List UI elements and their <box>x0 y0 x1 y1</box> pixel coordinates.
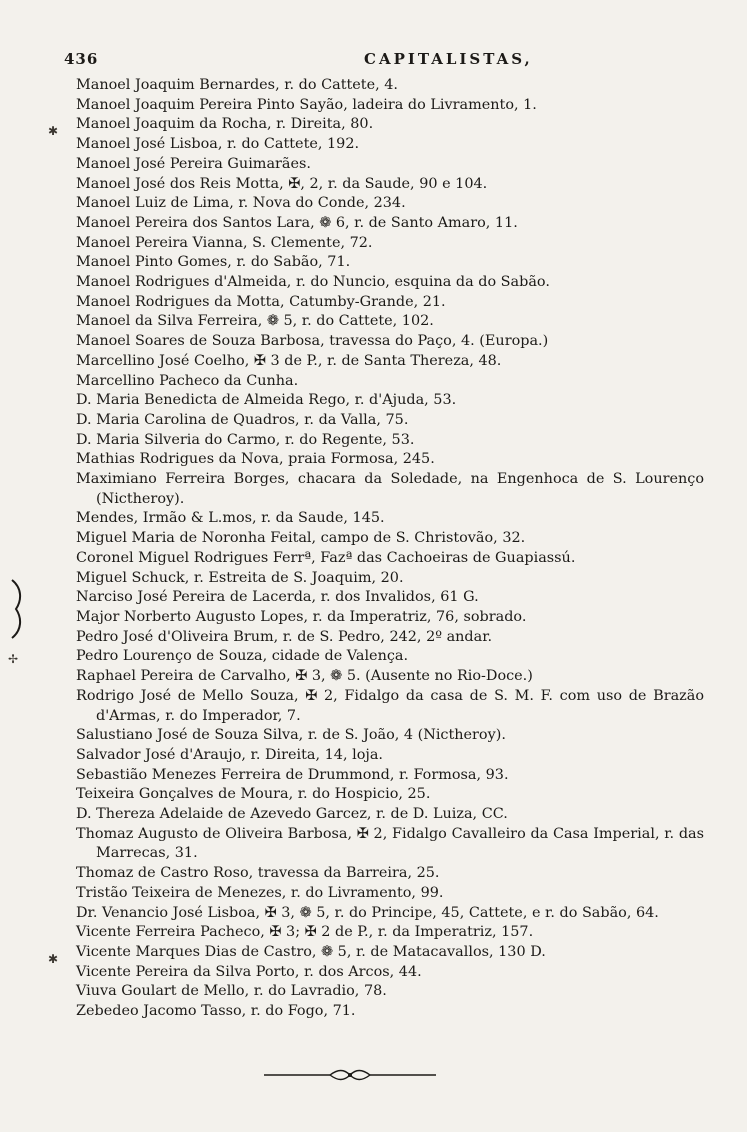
list-item: D. Maria Silveria do Carmo, r. do Regente, 53. <box>76 431 415 448</box>
list-item: Vicente Marques Dias de Castro, ❁ 5, r. de Matacavallos, 130 D. <box>76 943 546 960</box>
page-number: 436 <box>64 50 99 68</box>
list-item: Viuva Goulart de Mello, r. do Lavradio, 78. <box>76 983 387 1000</box>
list-item: Dr. Venancio José Lisboa, ✠ 3, ❁ 5, r. do Principe, 45, Cattete, e r. do Sabão, 64. <box>76 904 659 921</box>
list-item: Manoel Joaquim Bernardes, r. do Cattete, 4. <box>76 77 398 93</box>
list-item: Manoel José Pereira Guimarães. <box>76 155 311 172</box>
list-item: Marcellino José Coelho, ✠ 3 de P., r. de Santa Thereza, 48. <box>76 352 502 369</box>
list-item: Manoel da Silva Ferreira, ❁ 5, r. do Cattete, 102. <box>76 313 434 330</box>
list-item: Manoel Joaquim da Rocha, r. Direita, 80. <box>76 116 374 133</box>
directory-entries <box>76 76 704 1022</box>
list-item: Salvador José d'Araujo, r. Direita, 14, loja. <box>76 746 383 763</box>
list-item: Manoel Pereira Vianna, S. Clemente, 72. <box>76 234 373 251</box>
list-item: Manoel Pereira dos Santos Lara, ❁ 6, r. de Santo Amaro, 11. <box>76 214 518 231</box>
list-item: Manoel Soares de Souza Barbosa, travessa do Paço, 4. (Europa.) <box>76 333 549 350</box>
list-item: Mathias Rodrigues da Nova, praia Formosa, 245. <box>76 451 435 468</box>
tail-ornament-icon <box>260 1068 440 1082</box>
list-item: Sebastião Menezes Ferreira de Drummond, r. Formosa, 93. <box>76 766 509 783</box>
list-item: Major Norberto Augusto Lopes, r. da Imperatriz, 76, sobrado. <box>76 608 527 625</box>
margin-cross-mark: ✢ <box>8 652 19 666</box>
list-item: Pedro José d'Oliveira Brum, r. de S. Pedro, 242, 2º andar. <box>76 628 493 645</box>
list-item: Rodrigo José de Mello Souza, ✠ 2, Fidalgo da casa de S. M. F. com uso de Brazão d'Armas, r. do Imperador, 7. <box>76 687 704 724</box>
list-item: Maximiano Ferreira Borges, chacara da Soledade, na Engenhoca de S. Lourenço (Nictheroy). <box>76 471 704 507</box>
list-item: Miguel Maria de Noronha Feital, campo de S. Christovão, 32. <box>76 530 526 547</box>
list-item: Thomaz Augusto de Oliveira Barbosa, ✠ 2, Fidalgo Cavalleiro da Casa Imperial, r. das Marrecas, 31. <box>76 825 704 862</box>
list-item: Mendes, Irmão & L.mos, r. da Saude, 145. <box>76 510 385 527</box>
list-item: Manoel Luiz de Lima, r. Nova do Conde, 234. <box>76 195 406 212</box>
list-item: Manoel Rodrigues da Motta, Catumby-Grande, 21. <box>76 293 446 310</box>
list-item: D. Thereza Adelaide de Azevedo Garcez, r. de D. Luiza, CC. <box>76 806 508 823</box>
list-item: Manoel Joaquim Pereira Pinto Sayão, ladeira do Livramento, 1. <box>76 96 537 113</box>
running-head: CAPITALISTAS, <box>364 50 533 68</box>
list-item: Narciso José Pereira de Lacerda, r. dos Invalidos, 61 G. <box>76 589 479 606</box>
list-item: Manoel Pinto Gomes, r. do Sabão, 71. <box>76 254 351 271</box>
list-item: Salustiano José de Souza Silva, r. de S. João, 4 (Nictheroy). <box>76 727 506 744</box>
list-item: Raphael Pereira de Carvalho, ✠ 3, ❁ 5. (Ausente no Rio-Doce.) <box>76 668 533 685</box>
list-item: Vicente Pereira da Silva Porto, r. dos Arcos, 44. <box>76 963 422 980</box>
margin-bracket-icon <box>8 578 26 640</box>
margin-asterisk-mark-lower: ✱ <box>48 952 59 966</box>
list-item: Manoel José Lisboa, r. do Cattete, 192. <box>76 136 360 153</box>
list-item: Vicente Ferreira Pacheco, ✠ 3; ✠ 2 de P., r. da Imperatriz, 157. <box>76 924 534 941</box>
list-item: Marcellino Pacheco da Cunha. <box>76 372 299 389</box>
list-item: Manoel José dos Reis Motta, ✠, 2, r. da Saude, 90 e 104. <box>76 175 488 192</box>
list-item: Manoel Rodrigues d'Almeida, r. do Nuncio, esquina da do Sabão. <box>76 274 550 291</box>
list-item: Zebedeo Jacomo Tasso, r. do Fogo, 71. <box>76 1003 356 1020</box>
list-item: D. Maria Benedicta de Almeida Rego, r. d'Ajuda, 53. <box>76 392 457 409</box>
list-item: Tristão Teixeira de Menezes, r. do Livramento, 99. <box>76 884 444 901</box>
list-item: Pedro Lourenço de Souza, cidade de Valença. <box>76 648 409 665</box>
page-header <box>64 50 704 72</box>
list-item: Coronel Miguel Rodrigues Ferrª, Fazª das Cachoeiras de Guapiassú. <box>76 549 576 566</box>
list-item: Miguel Schuck, r. Estreita de S. Joaquim, 20. <box>76 569 404 586</box>
list-item: Thomaz de Castro Roso, travessa da Barreira, 25. <box>76 865 440 882</box>
margin-asterisk-mark: ✱ <box>48 124 59 138</box>
list-item: Teixeira Gonçalves de Moura, r. do Hospicio, 25. <box>76 786 431 803</box>
list-item: D. Maria Carolina de Quadros, r. da Valla, 75. <box>76 411 409 428</box>
